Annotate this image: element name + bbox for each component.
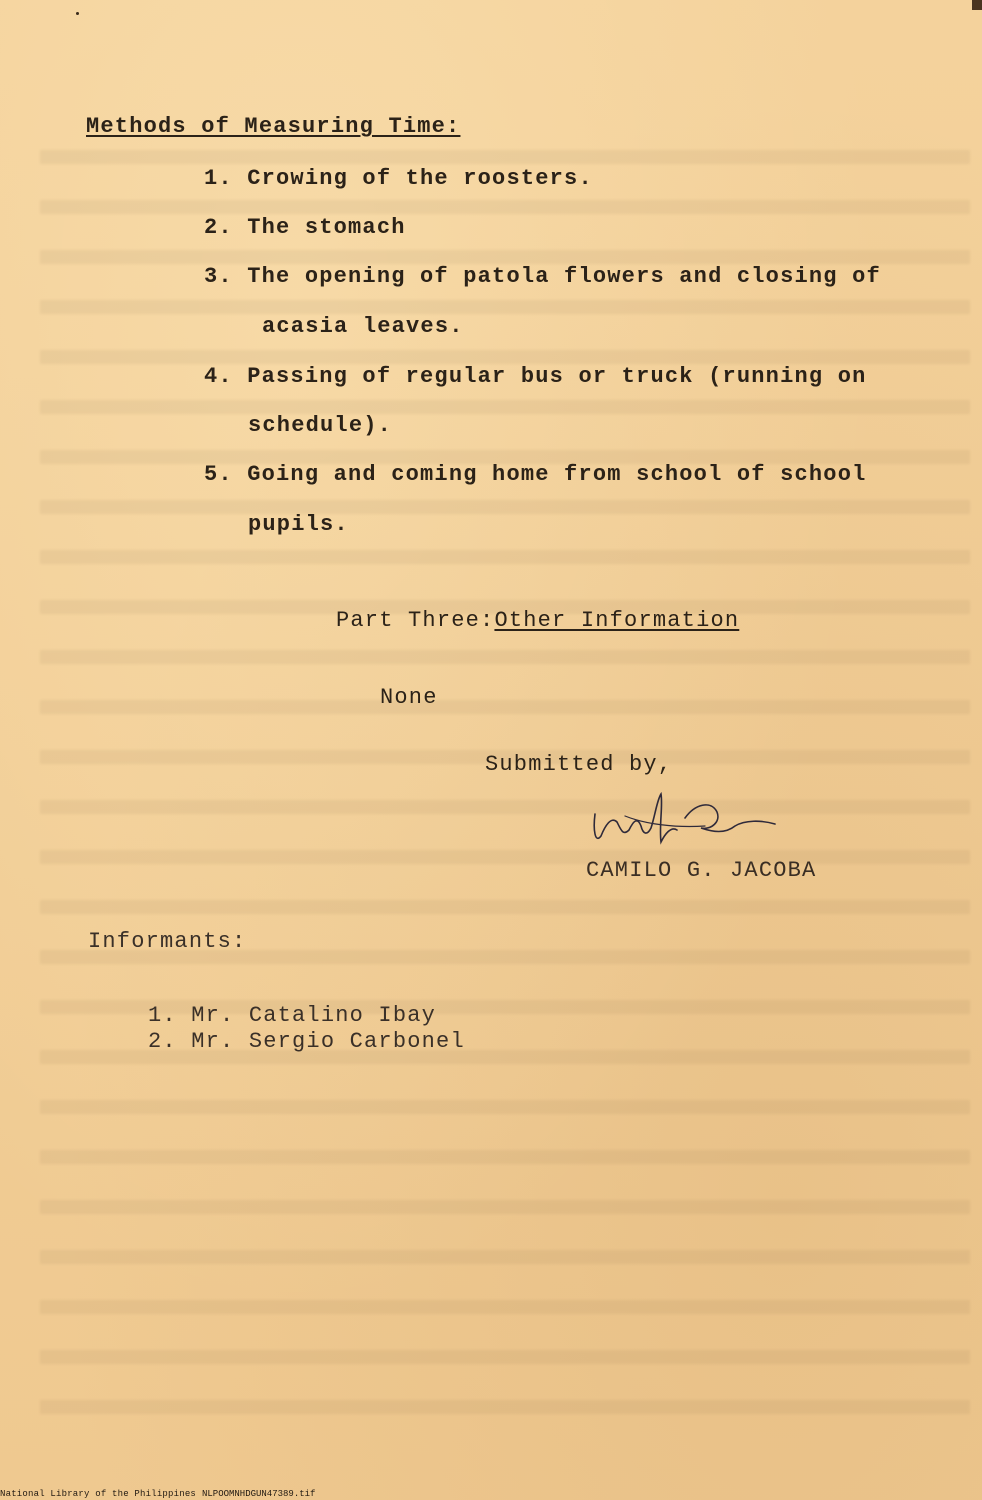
submitter-name: CAMILO G. JACOBA [586,858,817,883]
informant-1: 1. Mr. Catalino Ibay [148,1003,437,1028]
part-three-prefix: Part Three: [336,608,495,633]
part-three-content: None [380,685,438,710]
method-item-5: 5. Going and coming home from school of school [204,462,867,487]
footer-file-id: NLPOOMNHDGUN47389.tif [202,1489,316,1499]
informant-2: 2. Mr. Sergio Carbonel [148,1029,465,1054]
method-item-4: 4. Passing of regular bus or truck (running on [204,364,867,389]
bleed-through-text [40,150,970,1450]
signature-icon [585,786,785,856]
part-three-title: Other Information [494,608,740,633]
methods-heading: Methods of Measuring Time: [86,114,461,139]
method-item-5-continued: pupils. [248,512,349,537]
page-corner-shadow [972,0,982,10]
method-item-1: 1. Crowing of the roosters. [204,166,593,191]
informants-heading: Informants: [88,929,247,954]
method-item-2: 2. The stomach [204,215,406,240]
submitted-by-label: Submitted by, [485,752,673,777]
ink-speck [76,12,79,15]
method-item-4-continued: schedule). [248,413,393,438]
footer-library-name: National Library of the Philippines [0,1489,197,1499]
method-item-3-continued: acasia leaves. [262,314,464,339]
method-item-3: 3. The opening of patola flowers and closing of [204,264,881,289]
part-three-heading [336,608,739,633]
